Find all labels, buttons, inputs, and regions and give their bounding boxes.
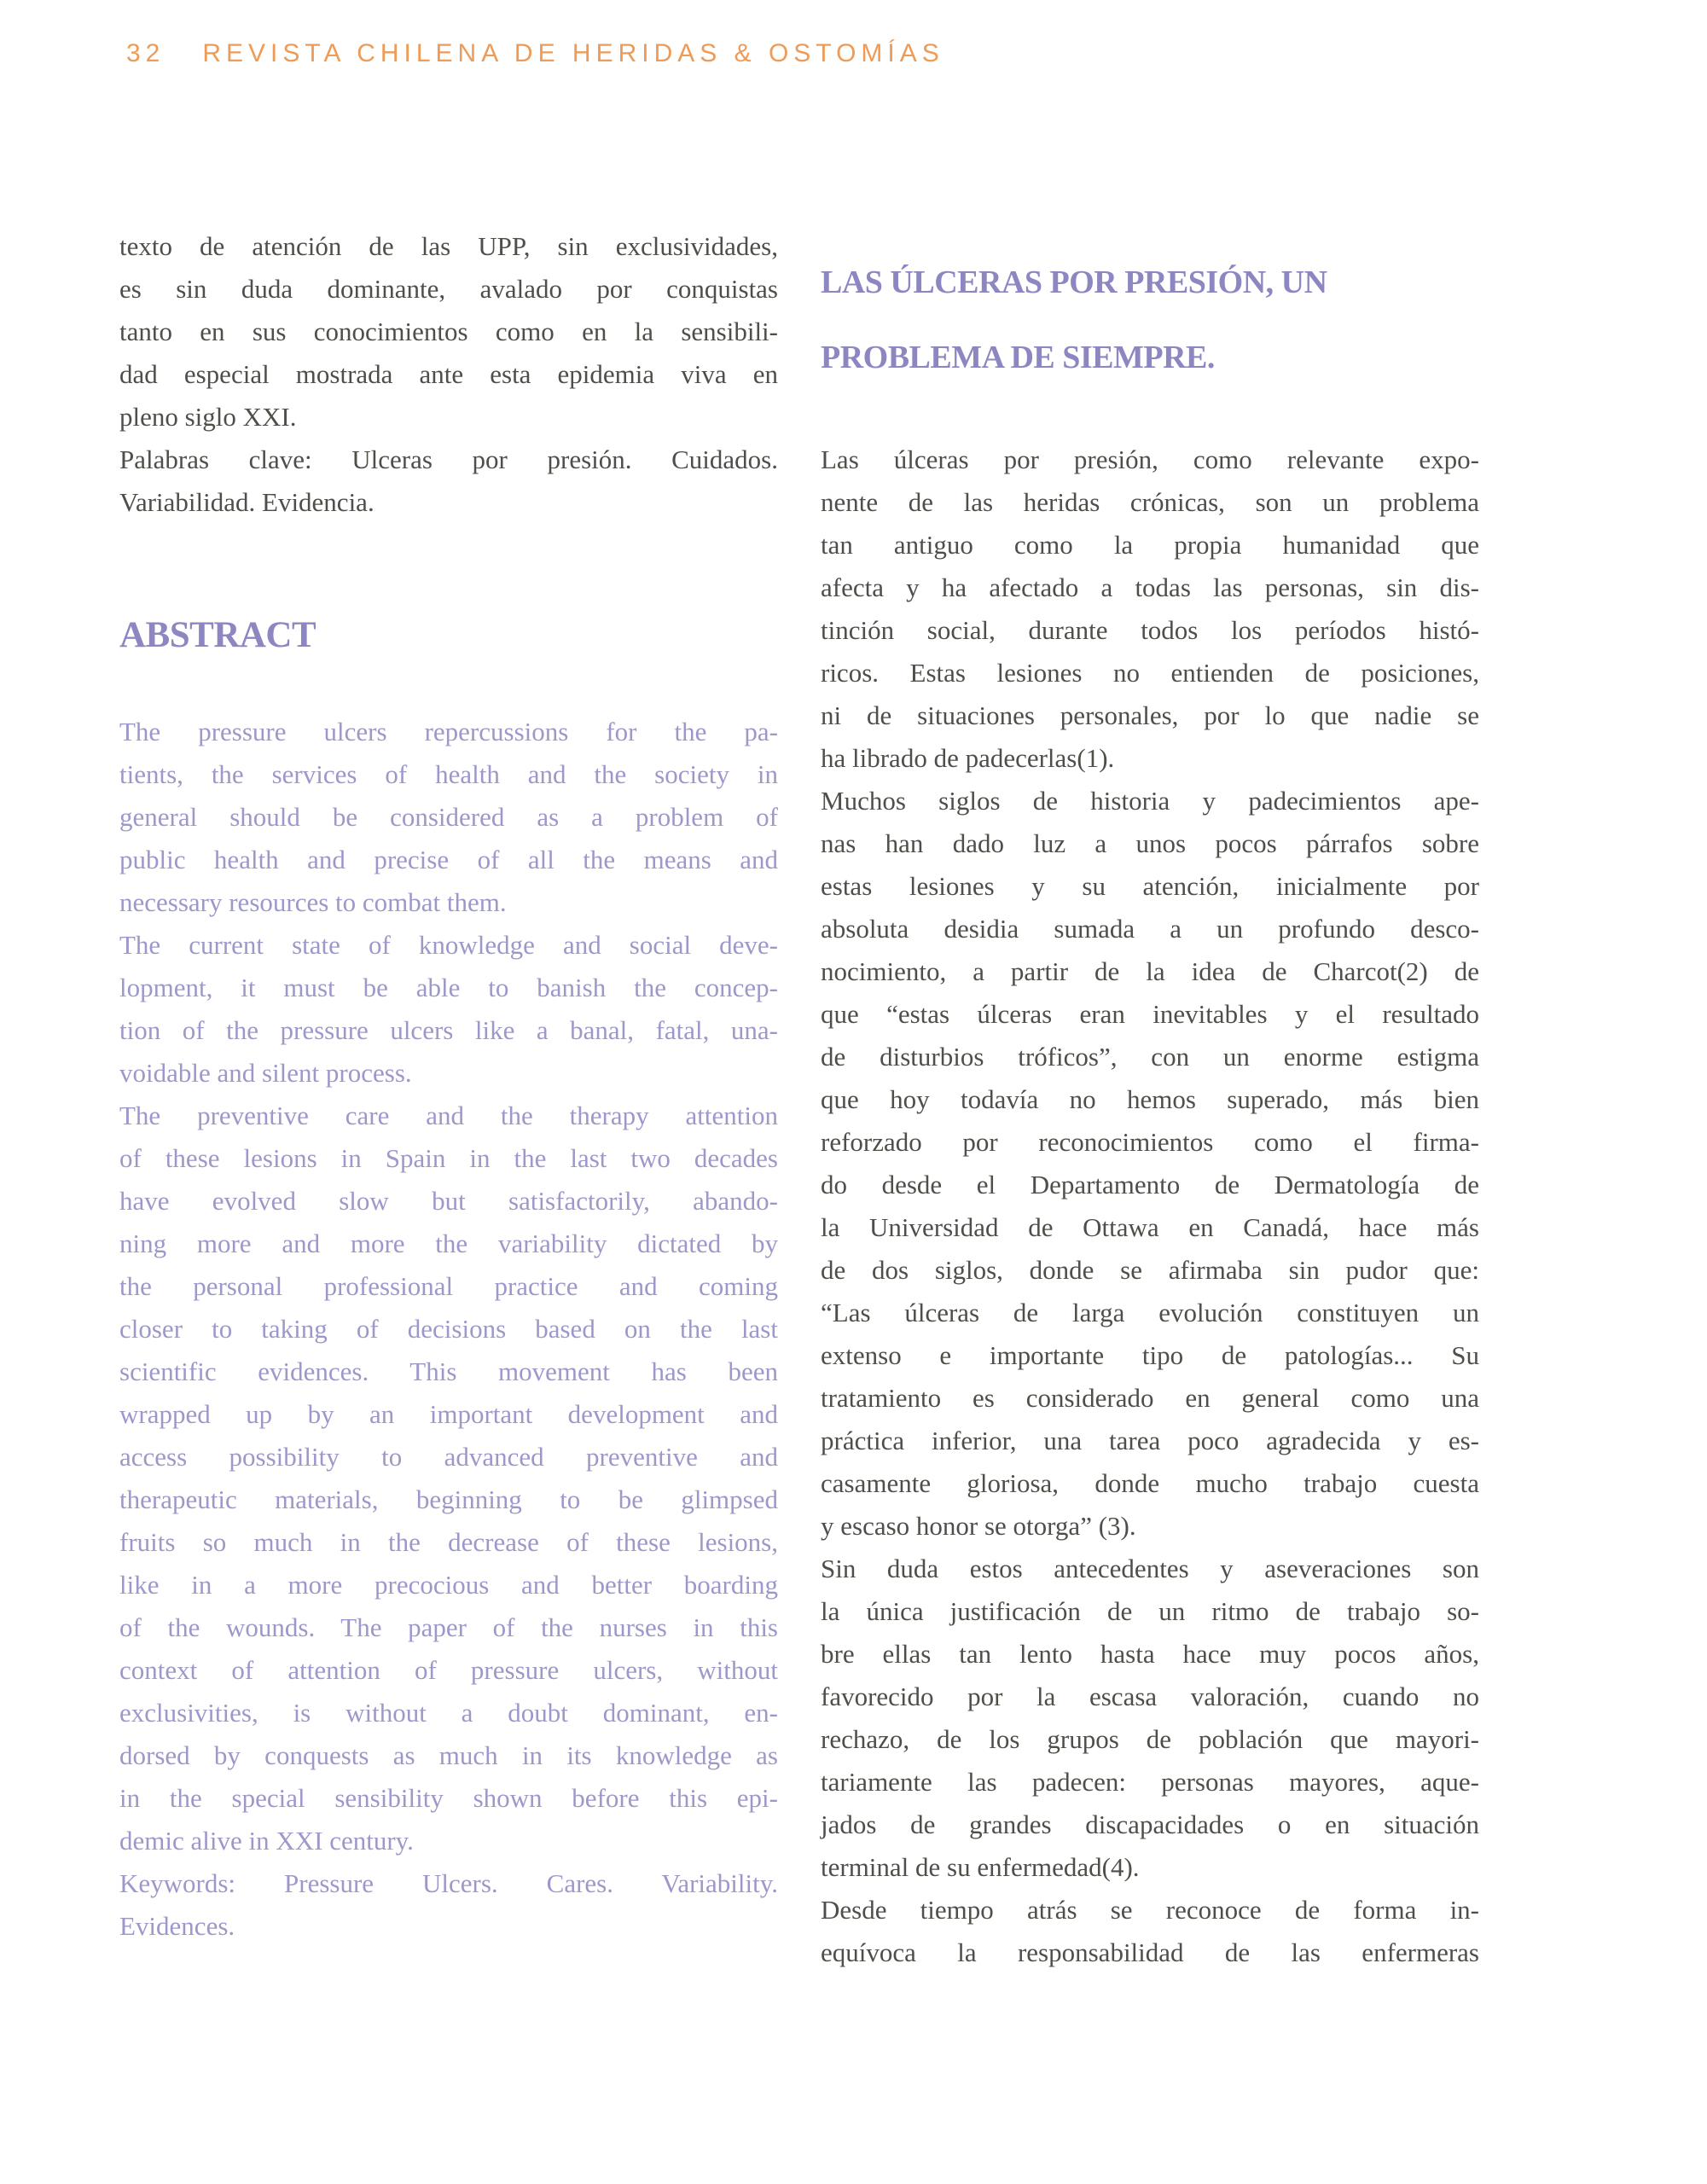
text-line: pleno siglo XXI.: [119, 402, 297, 432]
paragraph: [821, 1548, 1479, 1889]
text-line: The preventive care and the therapy attention: [119, 1101, 778, 1130]
text-line: closer to taking of decisions based on the last: [119, 1314, 778, 1344]
text-line: of these lesions in Spain in the last two decades: [119, 1143, 778, 1173]
text-line: absoluta desidia sumada a un profundo desco-: [821, 914, 1479, 944]
text-line: necessary resources to combat them.: [119, 887, 507, 917]
text-line: reforzado por reconocimientos como el firma-: [821, 1127, 1479, 1158]
text-line: es sin duda dominante, avalado por conquistas: [119, 274, 778, 304]
text-line: que hoy todavía no hemos superado, más bien: [821, 1084, 1479, 1115]
right-column: [821, 224, 1479, 1974]
text-line: like in a more precocious and better boarding: [119, 1570, 778, 1600]
paragraph: [821, 439, 1479, 780]
text-line: equívoca la responsabilidad de las enfermeras: [821, 1937, 1479, 1968]
text-line: tariamente las padecen: personas mayores, aque-: [821, 1767, 1479, 1798]
text-line: bre ellas tan lento hasta hace muy pocos años,: [821, 1639, 1479, 1670]
text-line: Desde tiempo atrás se reconoce de forma in-: [821, 1895, 1479, 1926]
journal-title: REVISTA CHILENA DE HERIDAS & OSTOMÍAS: [202, 39, 944, 67]
text-line: The pressure ulcers repercussions for the pa-: [119, 717, 778, 746]
text-line: do desde el Departamento de Dermatología de: [821, 1170, 1479, 1200]
text-line: Palabras clave: Ulceras por presión. Cuidados.: [119, 444, 778, 474]
text-line: la Universidad de Ottawa en Canadá, hace más: [821, 1212, 1479, 1243]
text-line: lopment, it must be able to banish the concep-: [119, 973, 778, 1002]
text-line: tan antiguo como la propia humanidad que: [821, 530, 1479, 561]
text-line: fruits so much in the decrease of these lesions,: [119, 1527, 778, 1557]
paragraph: [119, 711, 778, 924]
text-line: “Las úlceras de larga evolución constituyen un: [821, 1298, 1479, 1328]
paragraph: [119, 924, 778, 1095]
text-line: ricos. Estas lesiones no entienden de posiciones,: [821, 658, 1479, 688]
text-line: estas lesiones y su atención, inicialmente por: [821, 871, 1479, 902]
text-line: public health and precise of all the means and: [119, 845, 778, 874]
page-number: 32: [126, 39, 165, 67]
text-line: afecta y ha afectado a todas las personas, sin dis-: [821, 572, 1479, 603]
text-line: de disturbios tróficos”, con un enorme estigma: [821, 1042, 1479, 1072]
text-line: tion of the pressure ulcers like a banal, fatal, una-: [119, 1015, 778, 1045]
text-line: The current state of knowledge and social deve-: [119, 930, 778, 960]
text-line: access possibility to advanced preventive and: [119, 1442, 778, 1472]
text-line: Las úlceras por presión, como relevante expo-: [821, 444, 1479, 475]
text-line: Evidences.: [119, 1911, 235, 1941]
right-column-body: [821, 439, 1479, 1974]
text-line: texto de atención de las UPP, sin exclusividades,: [119, 231, 778, 261]
text-line: extenso e importante tipo de patologías... Su: [821, 1340, 1479, 1371]
text-line: rechazo, de los grupos de población que mayori-: [821, 1724, 1479, 1755]
text-line: demic alive in XXI century.: [119, 1826, 414, 1856]
text-line: práctica inferior, una tarea poco agradecida y es-: [821, 1426, 1479, 1456]
text-line: nas han dado luz a unos pocos párrafos sobre: [821, 828, 1479, 859]
text-line: ha librado de padecerlas(1).: [821, 743, 1115, 774]
text-line: casamente gloriosa, donde mucho trabajo cuesta: [821, 1468, 1479, 1499]
text-line: ni de situaciones personales, por lo que nadie se: [821, 700, 1479, 731]
text-line: have evolved slow but satisfactorily, abando-: [119, 1186, 778, 1216]
text-line: dorsed by conquests as much in its knowledge as: [119, 1740, 778, 1770]
text-line: tients, the services of health and the society in: [119, 759, 778, 789]
text-line: wrapped up by an important development and: [119, 1399, 778, 1429]
text-line: jados de grandes discapacidades o en situación: [821, 1809, 1479, 1840]
text-line: scientific evidences. This movement has been: [119, 1356, 778, 1386]
text-line: nente de las heridas crónicas, son un problema: [821, 487, 1479, 518]
text-line: tratamiento es considerado en general como una: [821, 1383, 1479, 1414]
text-line: favorecido por la escasa valoración, cuando no: [821, 1682, 1479, 1712]
text-line: la única justificación de un ritmo de trabajo so-: [821, 1596, 1479, 1627]
text-line: Keywords: Pressure Ulcers. Cares. Variability.: [119, 1868, 778, 1898]
palabras-clave-paragraph: [119, 439, 778, 524]
text-line: exclusivities, is without a doubt dominant, en-: [119, 1698, 778, 1728]
text-line: of the wounds. The paper of the nurses in this: [119, 1612, 778, 1642]
text-line: voidable and silent process.: [119, 1058, 412, 1088]
text-line: ning more and more the variability dictated by: [119, 1228, 778, 1258]
text-line: dad especial mostrada ante esta epidemia viva en: [119, 359, 778, 389]
text-line: y escaso honor se otorga” (3).: [821, 1511, 1136, 1542]
left-column: [119, 225, 778, 1948]
text-line: LAS ÚLCERAS POR PRESIÓN, UN: [821, 264, 1327, 301]
paragraph: [119, 1095, 778, 1862]
intro-paragraph: [119, 225, 778, 439]
text-line: Muchos siglos de historia y padecimientos ape-: [821, 786, 1479, 816]
text-line: tinción social, durante todos los períodos histó-: [821, 615, 1479, 646]
abstract-heading: ABSTRACT: [119, 615, 316, 655]
text-line: Sin duda estos antecedentes y aseveraciones son: [821, 1554, 1479, 1584]
page-header: [126, 39, 944, 68]
text-line: general should be considered as a problem of: [119, 802, 778, 832]
paragraph: [119, 1862, 778, 1948]
text-line: terminal de su enfermedad(4).: [821, 1852, 1140, 1883]
text-line: Variabilidad. Evidencia.: [119, 487, 374, 517]
abstract-body: [119, 711, 778, 1948]
text-line: nocimiento, a partir de la idea de Charcot(2) de: [821, 956, 1479, 987]
text-line: de dos siglos, donde se afirmaba sin pudor que:: [821, 1255, 1479, 1286]
paragraph: [821, 1889, 1479, 1974]
section-heading: [821, 245, 1479, 395]
text-line: therapeutic materials, beginning to be glimpsed: [119, 1484, 778, 1514]
text-line: the personal professional practice and coming: [119, 1271, 778, 1301]
text-line: tanto en sus conocimientos como en la sensibili-: [119, 317, 778, 346]
text-line: PROBLEMA DE SIEMPRE.: [821, 340, 1215, 376]
text-line: in the special sensibility shown before this epi-: [119, 1783, 778, 1813]
paragraph: [821, 780, 1479, 1548]
text-line: que “estas úlceras eran inevitables y el resultado: [821, 999, 1479, 1030]
text-line: context of attention of pressure ulcers, without: [119, 1655, 778, 1685]
